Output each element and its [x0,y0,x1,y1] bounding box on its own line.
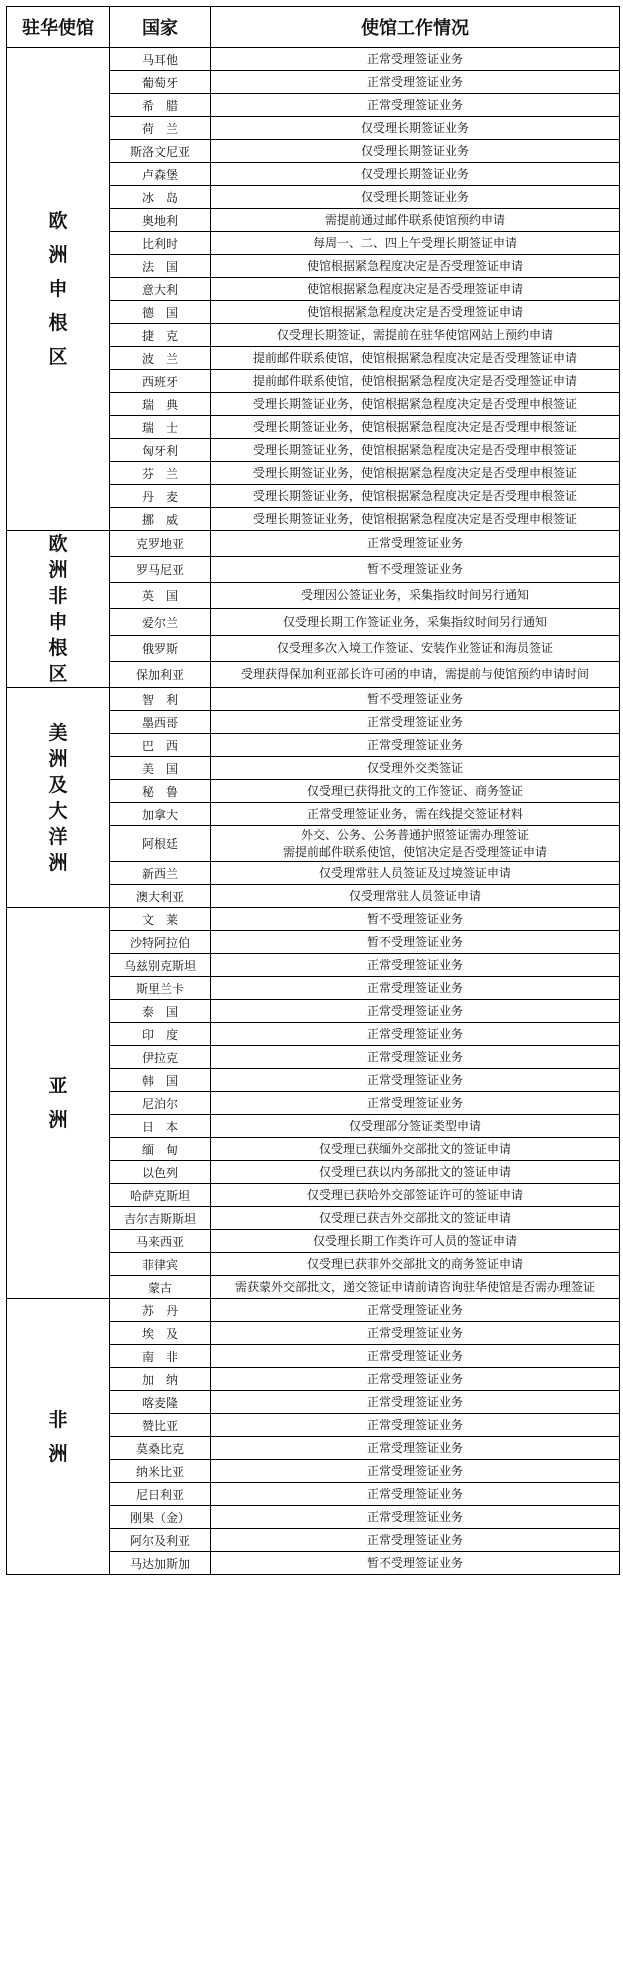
country-cell: 韩 国 [110,1069,211,1092]
status-cell [211,1345,620,1368]
table-row [7,531,620,557]
status-cell [211,757,620,780]
table-row [7,908,620,931]
country-cell: 芬 兰 [110,462,211,485]
table-row [7,1299,620,1322]
country-cell: 葡萄牙 [110,71,211,94]
status-cell [211,780,620,803]
status-cell [211,324,620,347]
region-name: 美洲及大洋洲 [48,721,68,874]
status-text: 受理因公签证业务，采集指纹时间另行通知 [300,588,529,603]
status-cell [211,186,620,209]
country-cell: 以色列 [110,1161,211,1184]
status-cell [211,803,620,826]
status-cell [211,1460,620,1483]
status-text: 每周一、二、四上午受理长期签证申请 [312,235,517,250]
table-header [7,7,620,48]
status-text: 正常受理签证业务 [366,1072,463,1087]
country-cell: 瑞 典 [110,393,211,416]
status-text: 仅受理已获菲外交部批文的商务签证申请 [306,1256,523,1271]
country-cell: 俄罗斯 [110,635,211,661]
country-cell: 刚果（金） [110,1506,211,1529]
status-text: 正常受理签证业务 [366,1348,463,1363]
status-text: 提前邮件联系使馆，使馆根据紧急程度决定是否受理签证申请 [252,350,577,365]
status-text: 仅受理长期工作类许可人员的签证申请 [312,1233,517,1248]
status-text: 受理长期签证业务，使馆根据紧急程度决定是否受理申根签证 [252,465,577,480]
region-name: 欧洲申根区 [48,210,68,368]
header-embassy: 驻华使馆 [7,7,110,48]
status-cell [211,508,620,531]
status-text: 受理长期签证业务，使馆根据紧急程度决定是否受理申根签证 [252,419,577,434]
country-cell: 阿尔及利亚 [110,1529,211,1552]
status-text: 正常受理签证业务 [366,1371,463,1386]
status-text: 受理长期签证业务，使馆根据紧急程度决定是否受理申根签证 [252,396,577,411]
country-cell: 哈萨克斯坦 [110,1184,211,1207]
status-text: 正常受理签证业务 [366,1463,463,1478]
country-cell: 斯洛文尼亚 [110,140,211,163]
status-cell [211,163,620,186]
status-text: 受理长期签证业务，使馆根据紧急程度决定是否受理申根签证 [252,488,577,503]
status-cell [211,635,620,661]
status-cell [211,1253,620,1276]
status-cell [211,954,620,977]
region-cell [7,1299,110,1575]
status-text: 受理获得保加利亚部长许可函的申请，需提前与使馆预约申请时间 [240,666,589,681]
country-cell: 乌兹别克斯坦 [110,954,211,977]
status-text: 仅受理长期签证，需提前在驻华使馆网站上预约申请 [276,327,553,342]
status-cell [211,117,620,140]
status-cell [211,1000,620,1023]
region-cell [7,688,110,908]
country-cell: 西班牙 [110,370,211,393]
status-cell [211,1023,620,1046]
status-cell [211,94,620,117]
status-cell [211,439,620,462]
country-cell: 希 腊 [110,94,211,117]
status-cell [211,1506,620,1529]
status-text: 受理长期签证业务，使馆根据紧急程度决定是否受理申根签证 [252,511,577,526]
country-cell: 斯里兰卡 [110,977,211,1000]
region-name: 欧洲非申根区 [48,533,68,685]
country-cell: 墨西哥 [110,711,211,734]
status-text: 正常受理签证业务 [366,51,463,66]
status-text: 仅受理部分签证类型申请 [348,1118,481,1133]
country-cell: 南 非 [110,1345,211,1368]
status-text: 提前邮件联系使馆，使馆根据紧急程度决定是否受理签证申请 [252,373,577,388]
status-text: 暂不受理签证业务 [366,691,463,706]
country-cell: 加 纳 [110,1368,211,1391]
status-text: 需提前通过邮件联系使馆预约申请 [324,212,505,227]
country-cell: 巴 西 [110,734,211,757]
country-cell: 匈牙利 [110,439,211,462]
status-text: 使馆根据紧急程度决定是否受理签证申请 [306,258,523,273]
country-cell: 卢森堡 [110,163,211,186]
status-text: 仅受理已获哈外交部签证许可的签证申请 [306,1187,523,1202]
status-text: 正常受理签证业务 [366,957,463,972]
status-cell [211,462,620,485]
status-text: 正常受理签证业务 [366,1026,463,1041]
status-cell [211,885,620,908]
embassy-status-table [6,6,620,1575]
status-text: 正常受理签证业务 [366,536,463,551]
country-cell: 马达加斯加 [110,1552,211,1575]
status-cell [211,1391,620,1414]
country-cell: 文 莱 [110,908,211,931]
status-cell [211,209,620,232]
status-cell [211,1529,620,1552]
status-cell [211,485,620,508]
status-cell [211,140,620,163]
country-cell: 冰 岛 [110,186,211,209]
country-cell: 波 兰 [110,347,211,370]
status-cell [211,1552,620,1575]
country-cell: 尼日利亚 [110,1483,211,1506]
status-text: 仅受理常驻人员签证申请 [348,888,481,903]
country-cell: 缅 甸 [110,1138,211,1161]
status-text: 受理长期签证业务，使馆根据紧急程度决定是否受理申根签证 [252,442,577,457]
status-cell [211,557,620,583]
country-cell: 沙特阿拉伯 [110,931,211,954]
country-cell: 纳米比亚 [110,1460,211,1483]
status-text: 暂不受理签证业务 [366,562,463,577]
country-cell: 克罗地亚 [110,531,211,557]
status-text: 外交、公务、公务普通护照签证需办理签证 需提前邮件联系使馆，使馆决定是否受理签证申请 [282,827,547,859]
status-text: 正常受理签证业务 [366,97,463,112]
status-cell [211,1092,620,1115]
status-cell [211,1437,620,1460]
country-cell: 荷 兰 [110,117,211,140]
status-cell [211,1322,620,1345]
country-cell: 阿根廷 [110,826,211,862]
status-cell [211,711,620,734]
status-text: 暂不受理签证业务 [366,1555,463,1570]
status-cell [211,977,620,1000]
status-text: 使馆根据紧急程度决定是否受理签证申请 [306,281,523,296]
country-cell: 喀麦隆 [110,1391,211,1414]
table-row [7,48,620,71]
country-cell: 加拿大 [110,803,211,826]
status-cell [211,826,620,862]
region-name: 非 洲 [48,1408,87,1465]
status-cell [211,393,620,416]
status-cell [211,1483,620,1506]
status-cell [211,1138,620,1161]
status-text: 正常受理签证业务 [366,1095,463,1110]
status-cell [211,1414,620,1437]
status-cell [211,1184,620,1207]
country-cell: 新西兰 [110,862,211,885]
status-text: 正常受理签证业务 [366,74,463,89]
status-cell [211,347,620,370]
status-text: 暂不受理签证业务 [366,934,463,949]
status-text: 正常受理签证业务 [366,714,463,729]
status-cell [211,609,620,635]
status-cell [211,1368,620,1391]
status-cell [211,301,620,324]
status-cell [211,278,620,301]
country-cell: 蒙古 [110,1276,211,1299]
status-text: 正常受理签证业务 [366,980,463,995]
country-cell: 挪 威 [110,508,211,531]
status-cell [211,531,620,557]
status-cell [211,1046,620,1069]
header-row [7,7,620,48]
status-cell [211,1299,620,1322]
status-text: 正常受理签证业务 [366,1302,463,1317]
country-cell: 瑞 士 [110,416,211,439]
status-cell [211,862,620,885]
status-text: 正常受理签证业务，需在线提交签证材料 [306,806,523,821]
status-cell [211,583,620,609]
status-text: 需获蒙外交部批文，递交签证申请前请咨询驻华使馆是否需办理签证 [234,1279,595,1294]
status-text: 正常受理签证业务 [366,1325,463,1340]
status-cell [211,1207,620,1230]
region-cell [7,908,110,1299]
country-cell: 澳大利亚 [110,885,211,908]
table-body [7,48,620,1575]
status-cell [211,908,620,931]
country-cell: 法 国 [110,255,211,278]
country-cell: 保加利亚 [110,661,211,687]
country-cell: 马来西亚 [110,1230,211,1253]
status-cell [211,71,620,94]
country-cell: 马耳他 [110,48,211,71]
header-status: 使馆工作情况 [211,7,620,48]
status-text: 正常受理签证业务 [366,1417,463,1432]
country-cell: 英 国 [110,583,211,609]
status-text: 正常受理签证业务 [366,1049,463,1064]
country-cell: 印 度 [110,1023,211,1046]
status-text: 仅受理长期签证业务 [360,143,469,158]
status-text: 仅受理长期签证业务 [360,166,469,181]
country-cell: 泰 国 [110,1000,211,1023]
status-cell [211,1161,620,1184]
status-text: 仅受理长期签证业务 [360,120,469,135]
status-cell [211,1115,620,1138]
country-cell: 伊拉克 [110,1046,211,1069]
status-cell [211,1276,620,1299]
status-text: 正常受理签证业务 [366,1532,463,1547]
status-cell [211,688,620,711]
country-cell: 捷 克 [110,324,211,347]
status-cell [211,232,620,255]
status-cell [211,931,620,954]
country-cell: 日 本 [110,1115,211,1138]
status-text: 正常受理签证业务 [366,1003,463,1018]
status-text: 仅受理常驻人员签证及过境签证申请 [318,865,511,880]
country-cell: 埃 及 [110,1322,211,1345]
status-text: 仅受理外交类签证 [366,760,463,775]
status-text: 仅受理已获缅外交部批文的签证申请 [318,1141,511,1156]
country-cell: 智 利 [110,688,211,711]
status-text: 正常受理签证业务 [366,1440,463,1455]
status-cell [211,255,620,278]
status-cell [211,416,620,439]
region-name: 亚 洲 [48,1075,87,1131]
country-cell: 比利时 [110,232,211,255]
country-cell: 丹 麦 [110,485,211,508]
status-cell [211,48,620,71]
region-cell [7,531,110,688]
region-cell [7,48,110,531]
status-text: 仅受理已获吉外交部批文的签证申请 [318,1210,511,1225]
header-country: 国家 [110,7,211,48]
country-cell: 爱尔兰 [110,609,211,635]
country-cell: 秘 鲁 [110,780,211,803]
country-cell: 奥地利 [110,209,211,232]
status-text: 正常受理签证业务 [366,1486,463,1501]
status-cell [211,1230,620,1253]
country-cell: 吉尔吉斯斯坦 [110,1207,211,1230]
country-cell: 美 国 [110,757,211,780]
status-text: 正常受理签证业务 [366,1509,463,1524]
status-text: 仅受理长期工作签证业务，采集指纹时间另行通知 [282,614,547,629]
country-cell: 尼泊尔 [110,1092,211,1115]
status-text: 暂不受理签证业务 [366,911,463,926]
status-text: 仅受理多次入境工作签证、安装作业签证和海员签证 [276,640,553,655]
status-text: 使馆根据紧急程度决定是否受理签证申请 [306,304,523,319]
status-text: 正常受理签证业务 [366,737,463,752]
status-text: 仅受理长期签证业务 [360,189,469,204]
embassy-visa-status-document [6,6,620,1575]
country-cell: 意大利 [110,278,211,301]
country-cell: 赞比亚 [110,1414,211,1437]
country-cell: 德 国 [110,301,211,324]
status-cell [211,1069,620,1092]
table-row [7,688,620,711]
status-text: 仅受理已获得批文的工作签证、商务签证 [306,783,523,798]
country-cell: 苏 丹 [110,1299,211,1322]
status-text: 正常受理签证业务 [366,1394,463,1409]
status-cell [211,370,620,393]
status-cell [211,661,620,687]
status-cell [211,734,620,757]
status-text: 仅受理已获以内务部批文的签证申请 [318,1164,511,1179]
country-cell: 莫桑比克 [110,1437,211,1460]
country-cell: 罗马尼亚 [110,557,211,583]
country-cell: 菲律宾 [110,1253,211,1276]
